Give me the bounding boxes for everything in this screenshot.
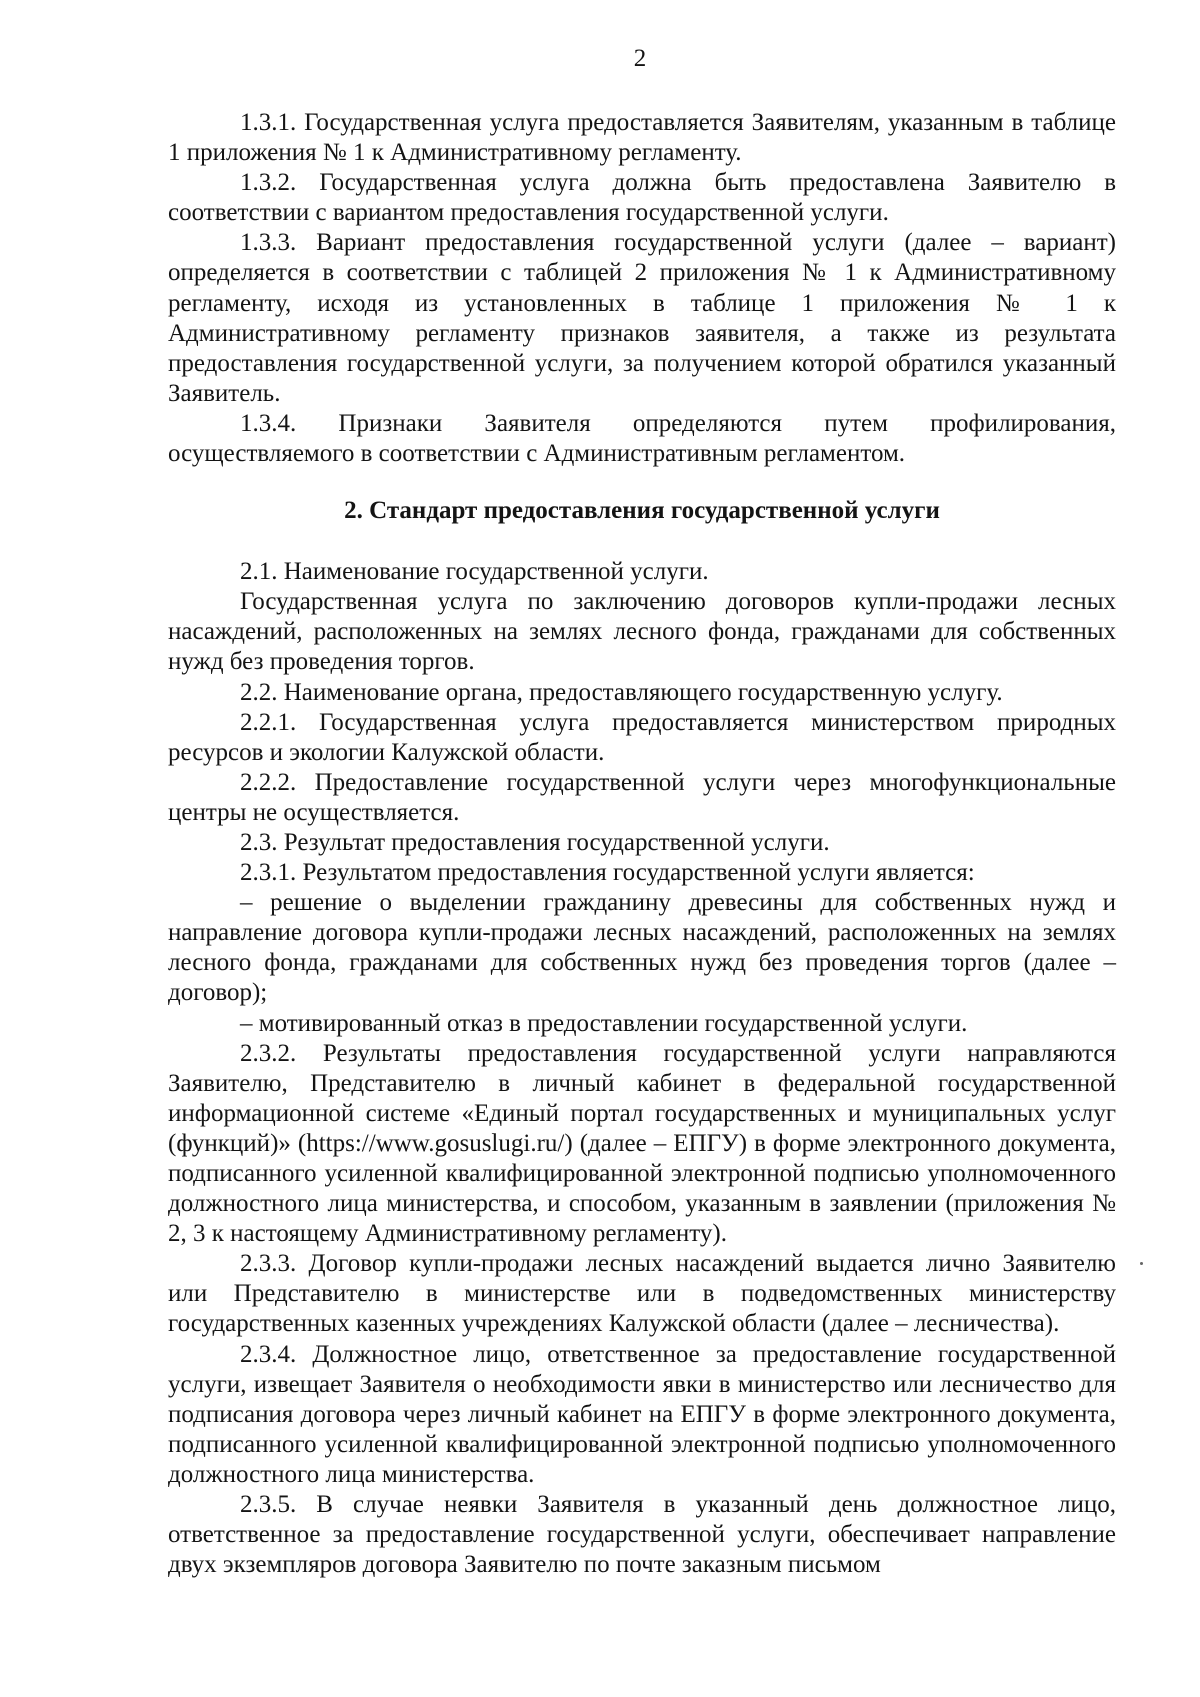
paragraph-2-2-2: 2.2.2. Предоставление государственной услуги через многофункциональные центры не осуществляется. — [168, 768, 1116, 826]
page-number: 2 — [633, 45, 647, 72]
scan-speck — [1140, 1262, 1143, 1265]
paragraph-2-3: 2.3. Результат предоставления государственной услуги. — [240, 828, 830, 856]
paragraph-2-3-3: 2.3.3. Договор купли-продажи лесных насаждений выдается лично Заявителю или Представителю в министерстве или в подведомственных министерству государственных казенных учреждениях Калужской области (далее – лесничества). — [168, 1250, 1116, 1338]
paragraph-2-2: 2.2. Наименование органа, предоставляющего государственную услугу. — [240, 678, 1003, 706]
list-item-decision: – решение о выделении гражданину древесины для собственных нужд и направление договора купли-продажи лесных насаждений, расположенных на землях лесного фонда, гражданами для собственных нужд без проведения торгов (далее – договор); — [168, 889, 1116, 1007]
paragraph-2-2-1: 2.2.1. Государственная услуга предоставляется министерством природных ресурсов и экологии Калужской области. — [168, 708, 1116, 766]
paragraph-2-1: 2.1. Наименование государственной услуги. — [240, 558, 709, 586]
paragraph-2-1-text: Государственная услуга по заключению договоров купли-продажи лесных насаждений, расположенных на землях лесного фонда, гражданами для собственных нужд без проведения торгов. — [168, 588, 1116, 676]
section-heading: 2. Стандарт предоставления государственной услуги — [344, 497, 940, 525]
list-item-refusal: – мотивированный отказ в предоставлении государственной услуги. — [240, 1009, 968, 1037]
paragraph-2-3-2: 2.3.2. Результаты предоставления государственной услуги направляются Заявителю, Представителю в личный кабинет в федеральной государственной информационной системе «Единый портал государственных и муниципальных услуг (функций)» (https://www.gosuslugi.ru/) (далее – ЕПГУ) в форме электронного документа, подписанного усиленной квалифицированной электронной подписью уполномоченного должностного лица министерства, и способом, указанным в заявлении (приложения № 2, 3 к настоящему Административному регламенту). — [168, 1039, 1116, 1248]
paragraph-2-3-4: 2.3.4. Должностное лицо, ответственное за предоставление государственной услуги, извещает Заявителя о необходимости явки в министерство или лесничество для подписания договора через личный кабинет на ЕПГУ в форме электронного документа, подписанного усиленной квалифицированной электронной подписью уполномоченного должностного лица министерства. — [168, 1340, 1116, 1488]
paragraph-2-3-1: 2.3.1. Результатом предоставления государственной услуги является: — [240, 859, 975, 887]
paragraph-1-3-1: 1.3.1. Государственная услуга предоставляется Заявителям, указанным в таблице 1 приложения № 1 к Административному регламенту. — [168, 109, 1116, 167]
paragraph-1-3-3: 1.3.3. Вариант предоставления государственной услуги (далее – вариант) определяется в соответствии с таблицей 2 приложения № 1 к Административному регламенту, исходя из установленных в таблице 1 приложения № 1 к Административному регламенту признаков заявителя, а также из результата предоставления государственной услуги, за получением которой обратился указанный Заявитель. — [168, 229, 1116, 407]
paragraph-1-3-2: 1.3.2. Государственная услуга должна быть предоставлена Заявителю в соответствии с вариантом предоставления государственной услуги. — [168, 169, 1116, 227]
paragraph-2-3-5: 2.3.5. В случае неявки Заявителя в указанный день должностное лицо, ответственное за предоставление государственной услуги, обеспечивает направление двух экземпляров договора Заявителю по почте заказным письмом — [168, 1491, 1116, 1579]
paragraph-1-3-4: 1.3.4. Признаки Заявителя определяются путем профилирования, осуществляемого в соответствии с Административным регламентом. — [168, 409, 1116, 468]
document-body — [168, 108, 1116, 1580]
